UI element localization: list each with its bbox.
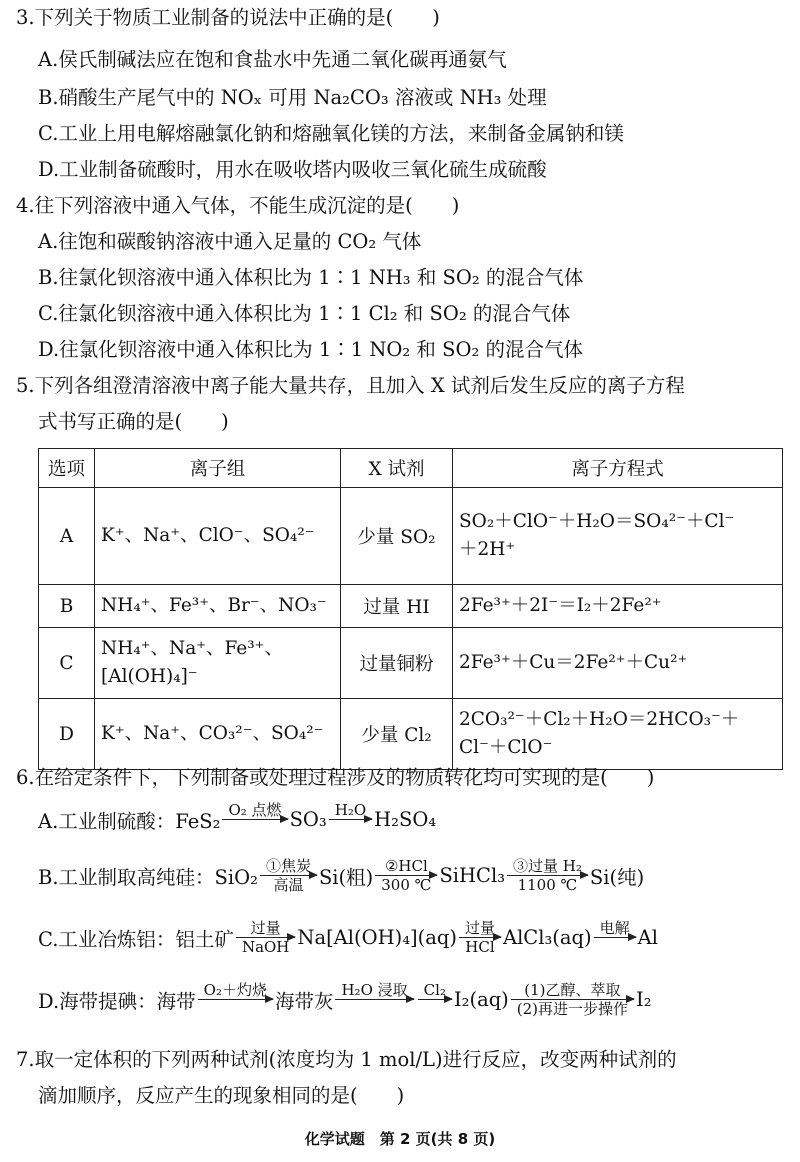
option-prefix: C.工业冶炼铝：铝土矿 (38, 927, 234, 951)
reaction-arrow: O₂ 点燃 (222, 802, 287, 837)
reaction-arrow: 过量 NaOH (236, 920, 295, 955)
q3-stem: 3.下列关于物质工业制备的说法中正确的是( ) (16, 6, 440, 29)
row-ions (95, 628, 341, 699)
species: Si(纯) (589, 865, 645, 889)
page-footer: 化学试题 第 2 页(共 8 页) (304, 1130, 496, 1148)
q4-option-c: C.往氯化钡溶液中通入体积比为 1∶1 Cl₂ 和 SO₂ 的混合气体 (38, 302, 571, 325)
ions-line: K⁺、Na⁺、CO₃²⁻、SO₄²⁻ (101, 723, 324, 744)
row-ions (95, 585, 341, 628)
equation-line: ＋2H⁺ (459, 539, 516, 560)
reaction-arrow: (1)乙醇、萃取 (2)再进一步操作 (511, 982, 634, 1017)
reaction-arrow: 电解 (594, 920, 636, 955)
header-reagent: X 试剂 (341, 449, 453, 488)
species: Si(粗) (318, 865, 374, 889)
species: SO₃ (289, 808, 327, 831)
row-option: C (39, 628, 95, 699)
ions-line: [Al(OH)₄]⁻ (101, 666, 198, 687)
q3-option-d: D.工业制备硫酸时，用水在吸收塔内吸收三氧化硫生成硫酸 (38, 158, 547, 181)
species: 海带灰 (274, 989, 334, 1013)
ions-line: NH₄⁺、Fe³⁺、Br⁻、NO₃⁻ (101, 595, 327, 616)
row-reagent: 少量 SO₂ (341, 488, 453, 585)
row-ions (95, 488, 341, 585)
reaction-arrow: ①焦炭 高温 (260, 858, 317, 893)
option-prefix: A.工业制硫酸：FeS₂ (38, 809, 221, 833)
q4-option-b: B.往氯化钡溶液中通入体积比为 1∶1 NH₃ 和 SO₂ 的混合气体 (38, 266, 584, 289)
q3-option-a: A.侯氏制碱法应在饱和食盐水中先通二氧化碳再通氨气 (38, 48, 507, 71)
table-row (39, 488, 783, 585)
row-equation (453, 699, 783, 770)
q5-table (38, 448, 783, 770)
reaction-arrow: 过量 HCl (459, 920, 501, 955)
header-equation: 离子方程式 (453, 449, 783, 488)
q6-stem: 6.在给定条件下，下列制备或处理过程涉及的物质转化均可实现的是( ) (16, 766, 655, 789)
header-option: 选项 (39, 449, 95, 488)
equation-line: 2Fe³⁺＋Cu＝2Fe²⁺＋Cu²⁺ (459, 652, 688, 673)
species: Al (637, 926, 658, 949)
row-reagent: 过量铜粉 (341, 628, 453, 699)
reaction-arrow: H₂O (329, 802, 372, 837)
q7-line1: 7.取一定体积的下列两种试剂(浓度均为 1 mol/L)进行反应，改变两种试剂的 (16, 1048, 677, 1071)
equation-line: Cl⁻＋ClO⁻ (459, 737, 553, 758)
table-header-row (39, 449, 783, 488)
table-row (39, 628, 783, 699)
row-reagent: 少量 Cl₂ (341, 699, 453, 770)
q3-option-c: C.工业上用电解熔融氯化钠和熔融氧化镁的方法，来制备金属钠和镁 (38, 122, 624, 145)
equation-line: SO₂＋ClO⁻＋H₂O＝SO₄²⁻＋Cl⁻ (459, 511, 735, 532)
species: Na[Al(OH)₄](aq) (297, 926, 457, 949)
q4-option-a: A.往饱和碳酸钠溶液中通入足量的 CO₂ 气体 (38, 230, 422, 253)
row-option: A (39, 488, 95, 585)
species: SiHCl₃ (439, 864, 506, 887)
q4-option-d: D.往氯化钡溶液中通入体积比为 1∶1 NO₂ 和 SO₂ 的混合气体 (38, 338, 583, 361)
ions-line: NH₄⁺、Na⁺、Fe³⁺、 (101, 638, 283, 659)
q7-line2: 滴加顺序，反应产生的现象相同的是( ) (38, 1084, 405, 1107)
equation-line: 2Fe³⁺＋2I⁻＝I₂＋2Fe²⁺ (459, 595, 662, 616)
q5-stem-line1: 5.下列各组澄清溶液中离子能大量共存，且加入 X 试剂后发生反应的离子方程 (16, 374, 685, 397)
header-ions: 离子组 (95, 449, 341, 488)
table-row (39, 699, 783, 770)
reaction-arrow: Cl₂ (418, 982, 452, 1017)
q6-option-c (38, 920, 658, 955)
q3-option-b: B.硝酸生产尾气中的 NOₓ 可用 Na₂CO₃ 溶液或 NH₃ 处理 (38, 86, 547, 109)
q6-option-b (38, 858, 644, 893)
option-prefix: B.工业制取高纯硅：SiO₂ (38, 865, 258, 889)
reaction-arrow: H₂O 浸取 (335, 982, 413, 1017)
equation-line: 2CO₃²⁻＋Cl₂＋H₂O＝2HCO₃⁻＋ (459, 709, 740, 730)
row-equation (453, 628, 783, 699)
row-reagent: 过量 HI (341, 585, 453, 628)
q6-option-d (38, 982, 652, 1017)
row-equation (453, 585, 783, 628)
reaction-arrow: O₂＋灼烧 (198, 982, 273, 1017)
species: H₂SO₄ (374, 808, 437, 831)
reaction-arrow: ③过量 H₂ 1100 ℃ (507, 858, 588, 893)
q4-stem: 4.往下列溶液中通入气体，不能生成沉淀的是( ) (16, 194, 460, 217)
row-equation (453, 488, 783, 585)
row-ions (95, 699, 341, 770)
row-option: D (39, 699, 95, 770)
species: AlCl₃(aq) (502, 926, 592, 949)
q5-stem-line2: 式书写正确的是( ) (38, 410, 229, 433)
q6-option-a (38, 802, 436, 837)
species: I₂(aq) (453, 988, 509, 1011)
table-row (39, 585, 783, 628)
species: I₂ (636, 988, 652, 1011)
option-prefix: D.海带提碘：海带 (38, 989, 196, 1013)
ions-line: K⁺、Na⁺、ClO⁻、SO₄²⁻ (101, 525, 315, 546)
row-option: B (39, 585, 95, 628)
reaction-arrow: ②HCl 300 ℃ (375, 858, 437, 893)
